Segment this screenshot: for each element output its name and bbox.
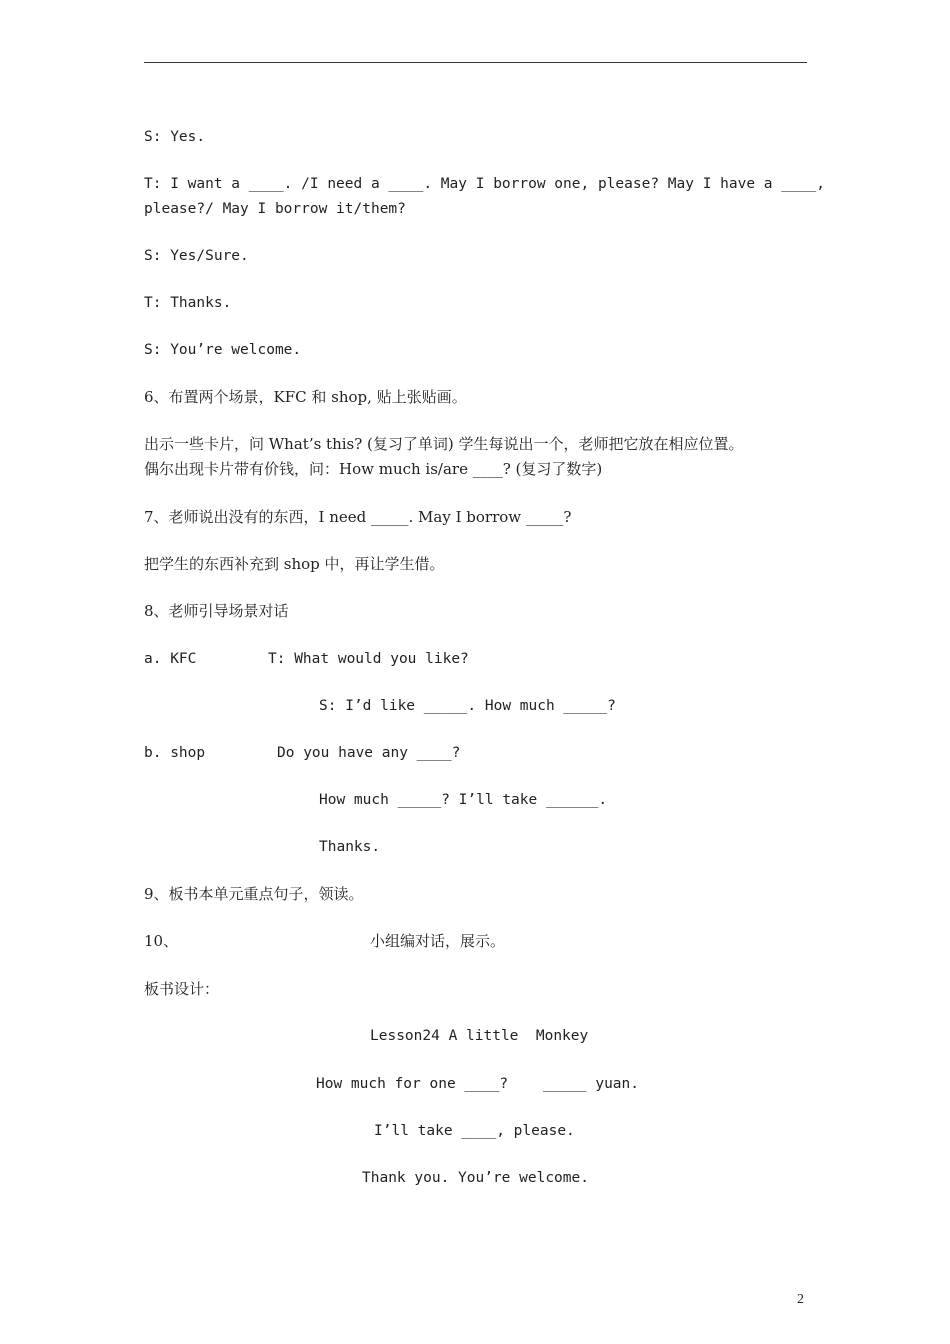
board-design-heading: 板书设计：	[144, 980, 220, 998]
paragraph-line: 把学生的东西补充到 shop 中，再让学生借。	[144, 555, 445, 573]
scene-label: b. shop	[144, 745, 206, 761]
dialogue-line: Thanks.	[319, 839, 381, 855]
dialogue-line: S: Yes.	[144, 129, 206, 145]
dialogue-line: S: Yes/Sure.	[144, 248, 249, 264]
board-line: How much for one ____? _____ yuan.	[316, 1076, 640, 1092]
step-8: 8、老师引导场景对话	[144, 602, 289, 620]
paragraph-line: 偶尔出现卡片带有价钱，问：How much is/are ____? (复习了数字)	[144, 460, 603, 478]
header-rule	[144, 62, 807, 63]
board-title: Lesson24 A little Monkey	[370, 1028, 589, 1044]
dialogue-line: T: What would you like?	[268, 651, 469, 667]
step-10-text: 小组编对话，展示。	[370, 932, 506, 950]
step-7: 7、老师说出没有的东西，I need _____. May I borrow _____?	[144, 508, 572, 526]
board-line: Thank you. You’re welcome.	[362, 1170, 589, 1186]
dialogue-line: please?/ May I borrow it/them?	[144, 201, 406, 217]
dialogue-line: Do you have any ____?	[277, 745, 461, 761]
step-6: 6、布置两个场景，KFC 和 shop, 贴上张贴画。	[144, 388, 467, 406]
dialogue-line: How much _____? I’ll take ______.	[319, 792, 608, 808]
dialogue-line: S: You’re welcome.	[144, 342, 302, 358]
dialogue-line: T: Thanks.	[144, 295, 232, 311]
scene-label: a. KFC	[144, 651, 197, 667]
page-number: 2	[797, 1292, 804, 1307]
dialogue-line: S: I’d like _____. How much _____?	[319, 698, 616, 714]
step-9: 9、板书本单元重点句子，领读。	[144, 885, 364, 903]
paragraph-line: 出示一些卡片，问 What’s this? (复习了单词) 学生每说出一个，老师把它放在相应位置。	[144, 435, 744, 453]
step-10-number: 10、	[144, 932, 179, 950]
board-line: I’ll take ____, please.	[374, 1123, 575, 1139]
dialogue-line: T: I want a ____. /I need a ____. May I borrow one, please? May I have a ____,	[144, 176, 825, 192]
